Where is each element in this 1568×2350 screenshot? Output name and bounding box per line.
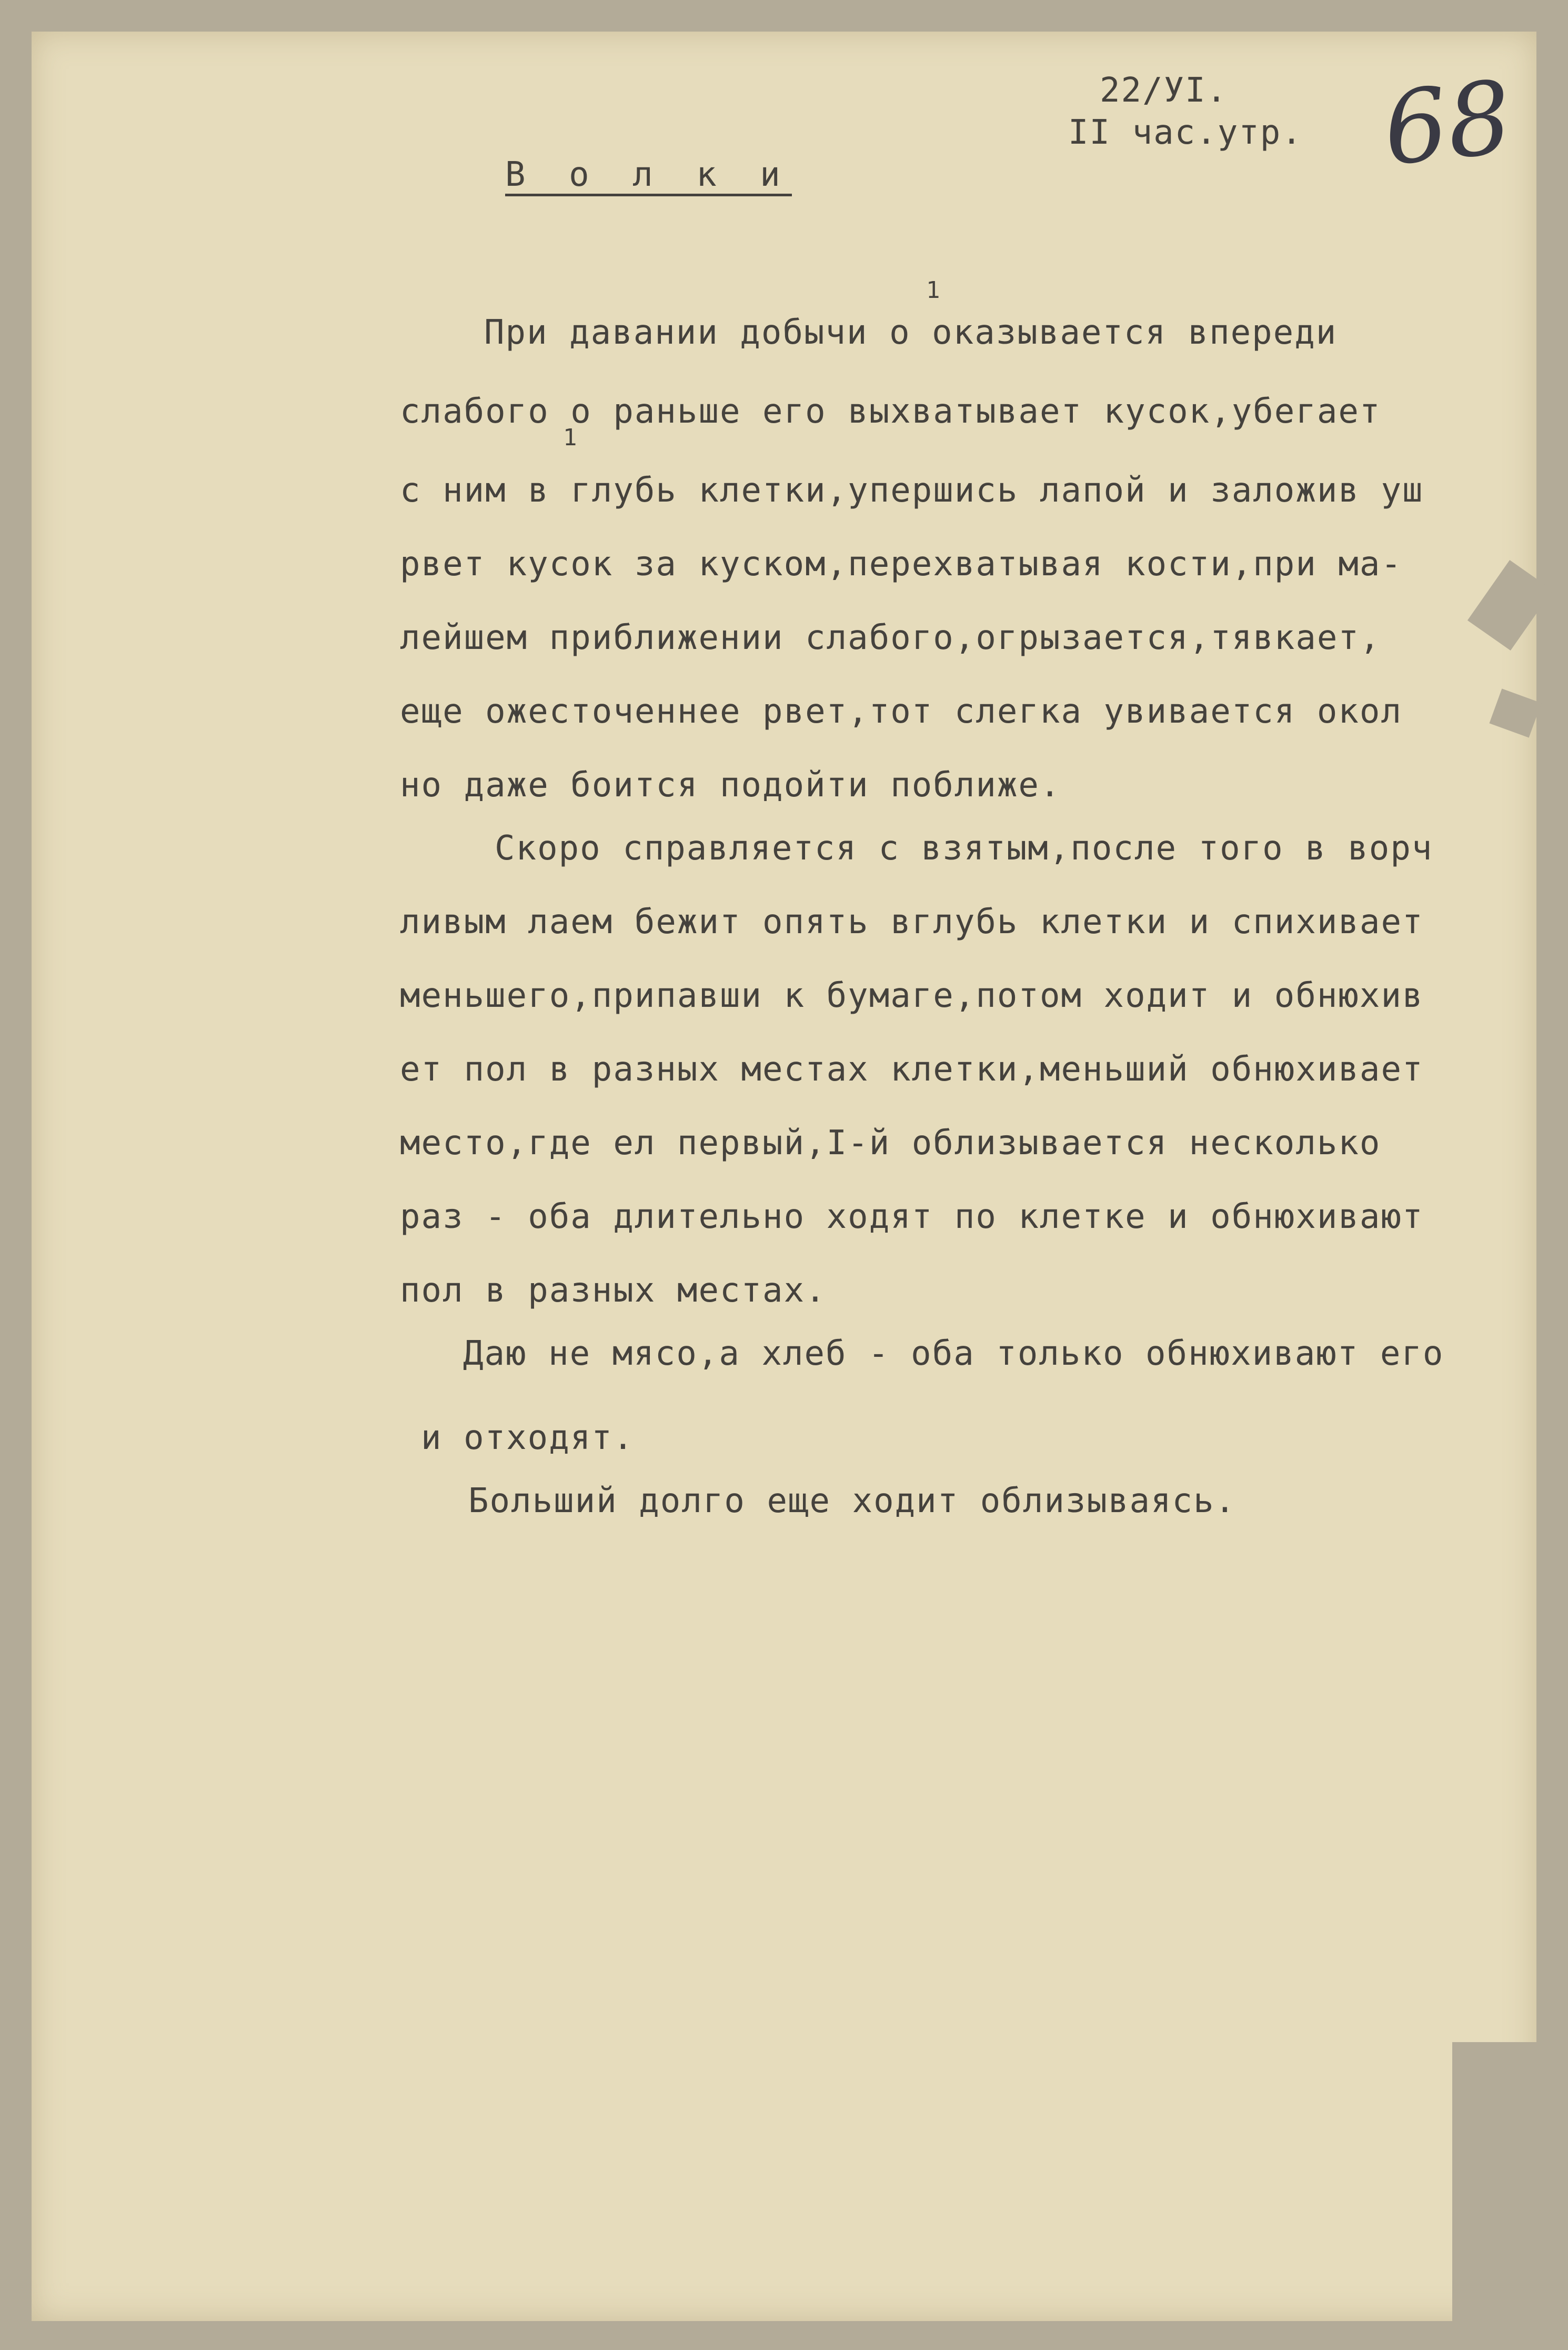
entry-time: II час.утр. xyxy=(1068,113,1303,152)
text-line-10: меньшего,припавши к бумаге,потом ходит и обнюхив xyxy=(400,976,1424,1015)
text-line-2: слабого о раньше его выхватывает кусок,убегает xyxy=(400,392,1381,431)
text-line-6: еще ожесточеннее рвет,тот слегка увивается окол xyxy=(400,692,1402,731)
text-line-14: пол в разных местах. xyxy=(400,1271,827,1310)
text-line-11: ет пол в разных местах клетки,меньший обнюхивает xyxy=(400,1050,1424,1089)
text-line-3: с ним в глубь клетки,упершись лапой и заложив уш xyxy=(400,471,1424,510)
torn-edge-middle xyxy=(1489,688,1541,737)
text-line-7: но даже боится подойти поближе. xyxy=(400,766,1061,805)
text-line-5: лейшем приближении слабого,огрызается,тявкает, xyxy=(400,618,1381,657)
folio-number: 68 xyxy=(1378,58,1517,188)
text-line-1: При давании добычи о оказывается впереди xyxy=(484,313,1338,352)
text-line-4: рвет кусок за куском,перехватывая кости,при ма- xyxy=(400,545,1402,584)
entry-date: 22/УI. xyxy=(1100,71,1228,110)
superscript-mark-2: 1 xyxy=(563,424,577,451)
text-line-13: раз - оба длительно ходят по клетке и обнюхивают xyxy=(400,1197,1424,1236)
text-line-17: Больший долго еще ходит облизываясь. xyxy=(468,1482,1237,1521)
document-title: В о л к и xyxy=(505,158,792,196)
torn-edge-upper xyxy=(1468,560,1553,651)
text-line-16: и отходят. xyxy=(421,1418,635,1457)
superscript-mark-1: 1 xyxy=(926,277,940,304)
text-line-12: место,где ел первый,I-й облизывается несколько xyxy=(400,1124,1381,1163)
text-line-8: Скоро справляется с взятым,после того в ворч xyxy=(495,829,1433,868)
text-line-9: ливым лаем бежит опять вглубь клетки и спихивает xyxy=(400,903,1424,942)
text-line-15: Даю не мясо,а хлеб - оба только обнюхивают его xyxy=(463,1334,1444,1373)
typewritten-page xyxy=(32,32,1536,2321)
torn-corner-lower xyxy=(1452,2042,1536,2321)
